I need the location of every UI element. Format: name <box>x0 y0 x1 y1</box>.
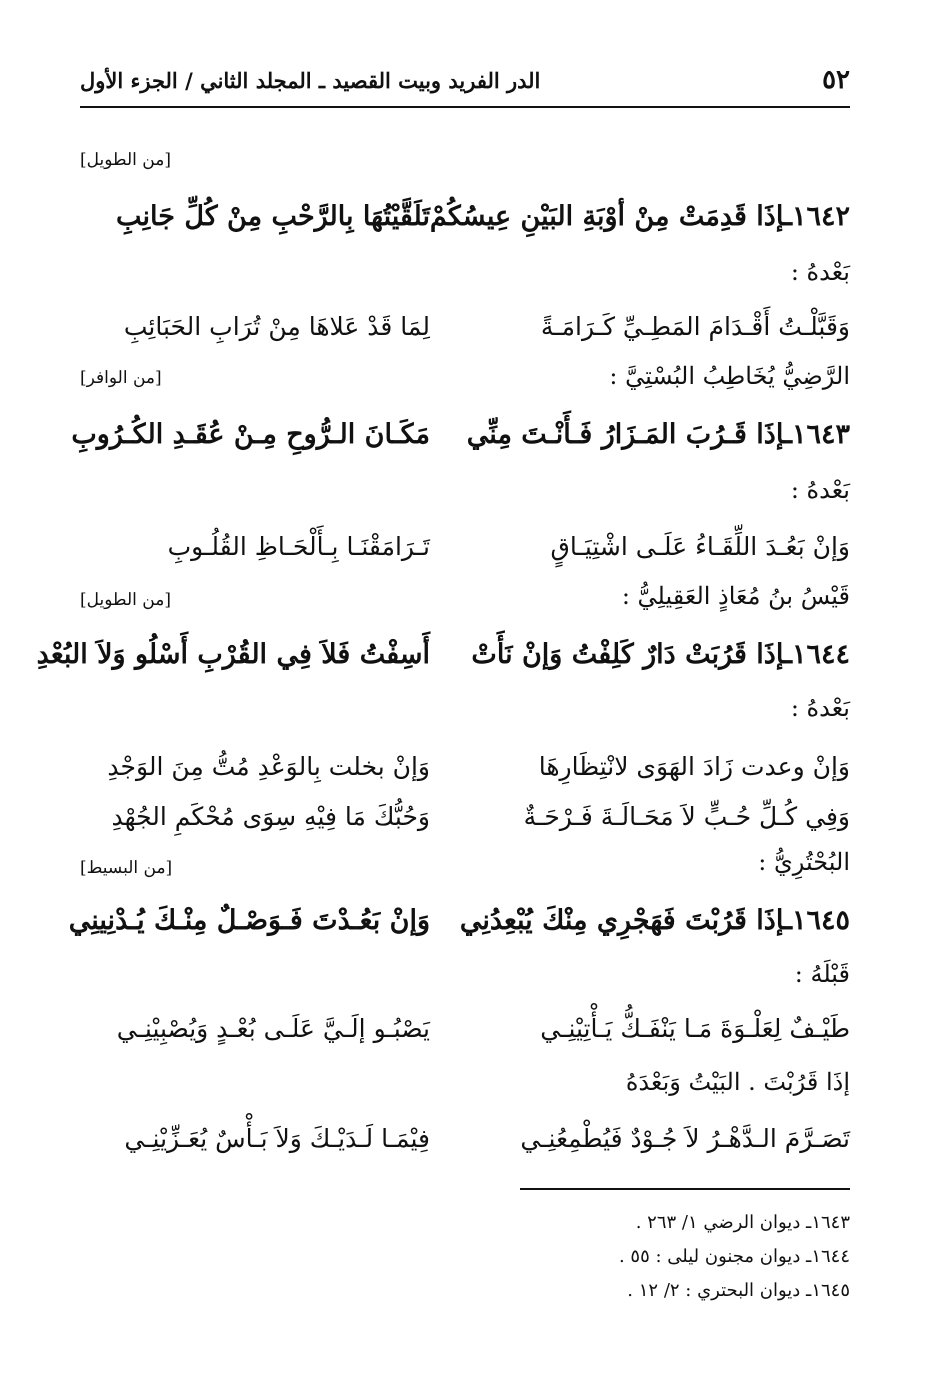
hemistich-first: ١٦٤٥ـإذَا قَرُبْتَ فَهَجْرِي مِنْكَ يُبْعِدُنِي <box>459 904 850 936</box>
hemistich-second: وَحُبُّكَ مَا فِيْهِ سِوَى مُحْكَمِ الجُهْدِ <box>111 801 430 831</box>
verse-line <box>80 742 850 790</box>
hemistich-first: تَصَـرَّمَ الـدَّهْـرُ لاَ جُـوْدٌ فَيُطْمِعُنِـي <box>520 1123 850 1153</box>
verse-number: ١٦٤٢ـ <box>784 200 850 232</box>
poet-attribution: الرَّضِيُّ يُخَاطِبُ البُسْتِيَّ : <box>609 362 850 390</box>
verse-line <box>80 522 850 570</box>
meter-label: [من الوافر] <box>80 368 162 388</box>
footnote: ١٦٤٤ـ ديوان مجنون ليلى : ٥٥ . <box>618 1246 850 1267</box>
hemistich-second: تَلَقَّيْتُهَا بِالرَّحْبِ مِنْ كُلِّ جَانِبِ <box>115 200 430 232</box>
verse-line <box>80 302 850 350</box>
verse-line <box>80 792 850 840</box>
verse-number: ١٦٤٣ـ <box>784 418 850 450</box>
hemistich-second: يَصْبُـو إلَـيَّ عَلَـى بُعْـدٍ وَيُصْبِيْنِـي <box>116 1013 430 1043</box>
meter-label: [من البسيط] <box>80 858 173 878</box>
verse-line <box>80 1114 850 1162</box>
hemistich-first: ١٦٤٢ـإذَا قَدِمَتْ مِنْ أوْبَةِ البَيْنِ عِيسُكُمْ <box>429 200 850 232</box>
header-divider <box>80 106 850 108</box>
verse-1643 <box>71 410 850 458</box>
meter-label: [من الطويل] <box>80 590 171 610</box>
hemistich-first: طَيْـفٌ لِعَلْـوَةَ مَـا يَنْفَـكُّ يَـأْتِيْنِـي <box>540 1013 850 1043</box>
continuation-note: إذَا قَرُبْتَ . البَيْتُ وَبَعْدَهُ <box>625 1068 850 1096</box>
footnote-divider <box>520 1188 850 1190</box>
verse-1644 <box>36 630 850 678</box>
page-number: ٥٢ <box>822 65 850 95</box>
poet-attribution: قَيْسُ بنُ مُعَاذٍ العَقِيلِيُّ : <box>621 582 850 610</box>
running-title: الدر الفريد وبيت القصيد ـ المجلد الثاني / الجزء الأول <box>80 67 541 93</box>
footnote: ١٦٤٥ـ ديوان البحتري : ٢/ ١٢ . <box>627 1280 850 1301</box>
verse-1645 <box>68 896 850 944</box>
hemistich-second: وَإنْ بَعُـدْتَ فَـوَصْـلٌ مِنْـكَ يُـدْنِينِي <box>68 904 430 936</box>
hemistich-second: أَسِفْتُ فَلاَ فِي القُرْبِ أَسْلُو وَلاَ البُعْدِ <box>36 638 430 670</box>
hemistich-second: لِمَا قَدْ عَلاهَا مِنْ تُرَابِ الحَبَائِبِ <box>123 311 430 341</box>
hemistich-first: وَإنْ بَعُـدَ اللِّقَـاءُ عَلَـى اشْتِيَـاقٍ <box>550 531 850 561</box>
section-label: قَبْلَهُ : <box>794 960 850 988</box>
hemistich-second: تَـرَامَقْنَـا بِـأَلْحَـاظِ القُلُـوبِ <box>167 531 430 561</box>
hemistich-first: وَقَبَّلْـتُ أَقْـدَامَ المَطِـيِّ كَـرَامَـةً <box>540 311 850 341</box>
hemistich-second: فِيْمَـا لَـدَيْـكَ وَلاَ بَـأْسٌ يُعَـزِّيْنِـي <box>124 1123 430 1153</box>
verse-number: ١٦٤٤ـ <box>784 638 850 670</box>
section-label: بَعْدهُ : <box>790 476 850 504</box>
page-header <box>80 62 850 98</box>
footnote: ١٦٤٣ـ ديوان الرضي ١/ ٢٦٣ . <box>635 1212 850 1233</box>
verse-line <box>80 1004 850 1052</box>
meter-label: [من الطويل] <box>80 150 171 170</box>
hemistich-second: مَكَـانَ الـرُّوحِ مِـنْ عُقَـدِ الكُـرُوبِ <box>71 418 430 450</box>
hemistich-first: ١٦٤٣ـإذَا قَـرُبَ المَـزَارُ فَـأَنْـتَ مِنِّي <box>466 418 850 450</box>
section-label: بَعْدهُ : <box>790 258 850 286</box>
verse-1642 <box>80 192 850 240</box>
hemistich-first: وَفِي كُـلِّ حُـبٍّ لاَ مَحَـالَـةَ فَـرْحَـةٌ <box>523 801 850 831</box>
hemistich-second: وَإنْ بخلت بِالوَعْدِ مُتُّ مِنَ الوَجْدِ <box>107 751 430 781</box>
poet-attribution: البُحْتُرِيُّ : <box>758 848 850 876</box>
section-label: بَعْدهُ : <box>790 694 850 722</box>
hemistich-first: ١٦٤٤ـإذَا قَرُبَتْ دَارٌ كَلِفْتُ وَإنْ نَأَتْ <box>471 638 850 670</box>
hemistich-first: وَإنْ وعدت زَادَ الهَوَى لانْتِظَارِهَا <box>538 751 850 781</box>
verse-number: ١٦٤٥ـ <box>784 904 850 936</box>
